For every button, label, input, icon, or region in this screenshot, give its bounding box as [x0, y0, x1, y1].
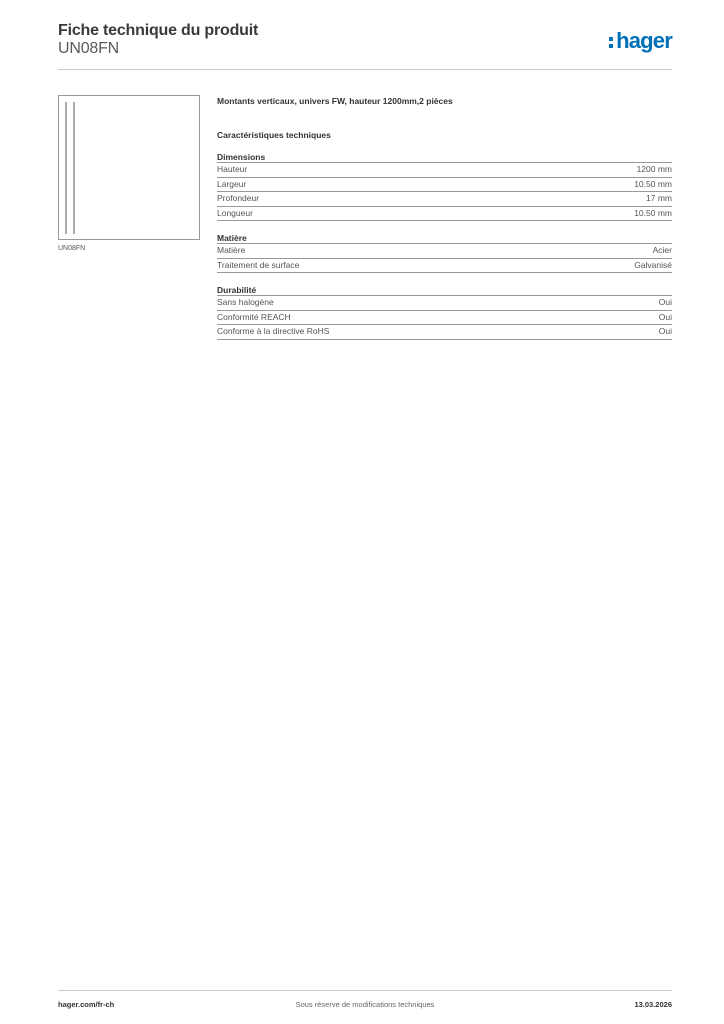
- spec-row: [217, 192, 672, 207]
- footer-website-link[interactable]: hager.com/fr-ch: [58, 1000, 115, 1009]
- spec-label: Largeur: [217, 178, 247, 189]
- spec-value: 10.50 mm: [634, 207, 672, 218]
- logo-dots-icon: [609, 33, 614, 49]
- spec-value: 10.50 mm: [634, 178, 672, 189]
- product-image: [58, 95, 200, 240]
- spec-group-durability: [217, 285, 672, 340]
- group-title: Dimensions: [217, 152, 672, 163]
- spec-row: [217, 207, 672, 222]
- spec-label: Sans halogène: [217, 297, 274, 307]
- footer-date: 13.03.2026: [634, 1000, 672, 1009]
- spec-row: [217, 296, 672, 311]
- spec-label: Profondeur: [217, 193, 260, 203]
- content: [217, 96, 672, 340]
- spec-label: Conforme à la directive RoHS: [217, 326, 330, 336]
- group-title: Durabilité: [217, 285, 672, 296]
- spec-group-material: [217, 233, 672, 273]
- spec-group-dimensions: [217, 152, 672, 221]
- spec-label: Matière: [217, 245, 246, 255]
- spec-label: Longueur: [217, 207, 253, 218]
- spec-value: 1200 mm: [636, 164, 672, 174]
- logo-text: hager: [616, 28, 672, 53]
- product-reference: UN08FN: [58, 40, 120, 57]
- rail-icon: [65, 102, 67, 234]
- image-caption: UN08FN: [58, 245, 86, 252]
- spec-label: Hauteur: [217, 164, 248, 174]
- spec-row: [217, 244, 672, 259]
- section-title: Caractéristiques techniques: [217, 130, 331, 140]
- spec-label: Conformité REACH: [217, 311, 291, 322]
- page-footer: [58, 990, 672, 1010]
- spec-value: Oui: [658, 326, 672, 336]
- footer-disclaimer: Sous réserve de modifications techniques: [295, 1000, 435, 1009]
- spec-row: [217, 311, 672, 326]
- product-description: Montants verticaux, univers FW, hauteur 1200mm,2 pièces: [217, 96, 453, 106]
- spec-row: [217, 178, 672, 193]
- spec-value: Oui: [658, 297, 672, 307]
- spec-value: Acier: [652, 245, 672, 255]
- spec-label: Traitement de surface: [217, 259, 300, 270]
- group-title: Matière: [217, 233, 672, 244]
- page-title: Fiche technique du produit: [58, 22, 259, 39]
- hager-logo: [609, 29, 672, 53]
- spec-value: 17 mm: [646, 193, 672, 203]
- spec-value: Galvanisé: [634, 259, 672, 270]
- spec-row: [217, 325, 672, 340]
- rail-icon: [73, 102, 75, 234]
- spec-row: [217, 163, 672, 178]
- spec-value: Oui: [658, 311, 672, 322]
- spec-row: [217, 259, 672, 274]
- page-header: [58, 22, 672, 70]
